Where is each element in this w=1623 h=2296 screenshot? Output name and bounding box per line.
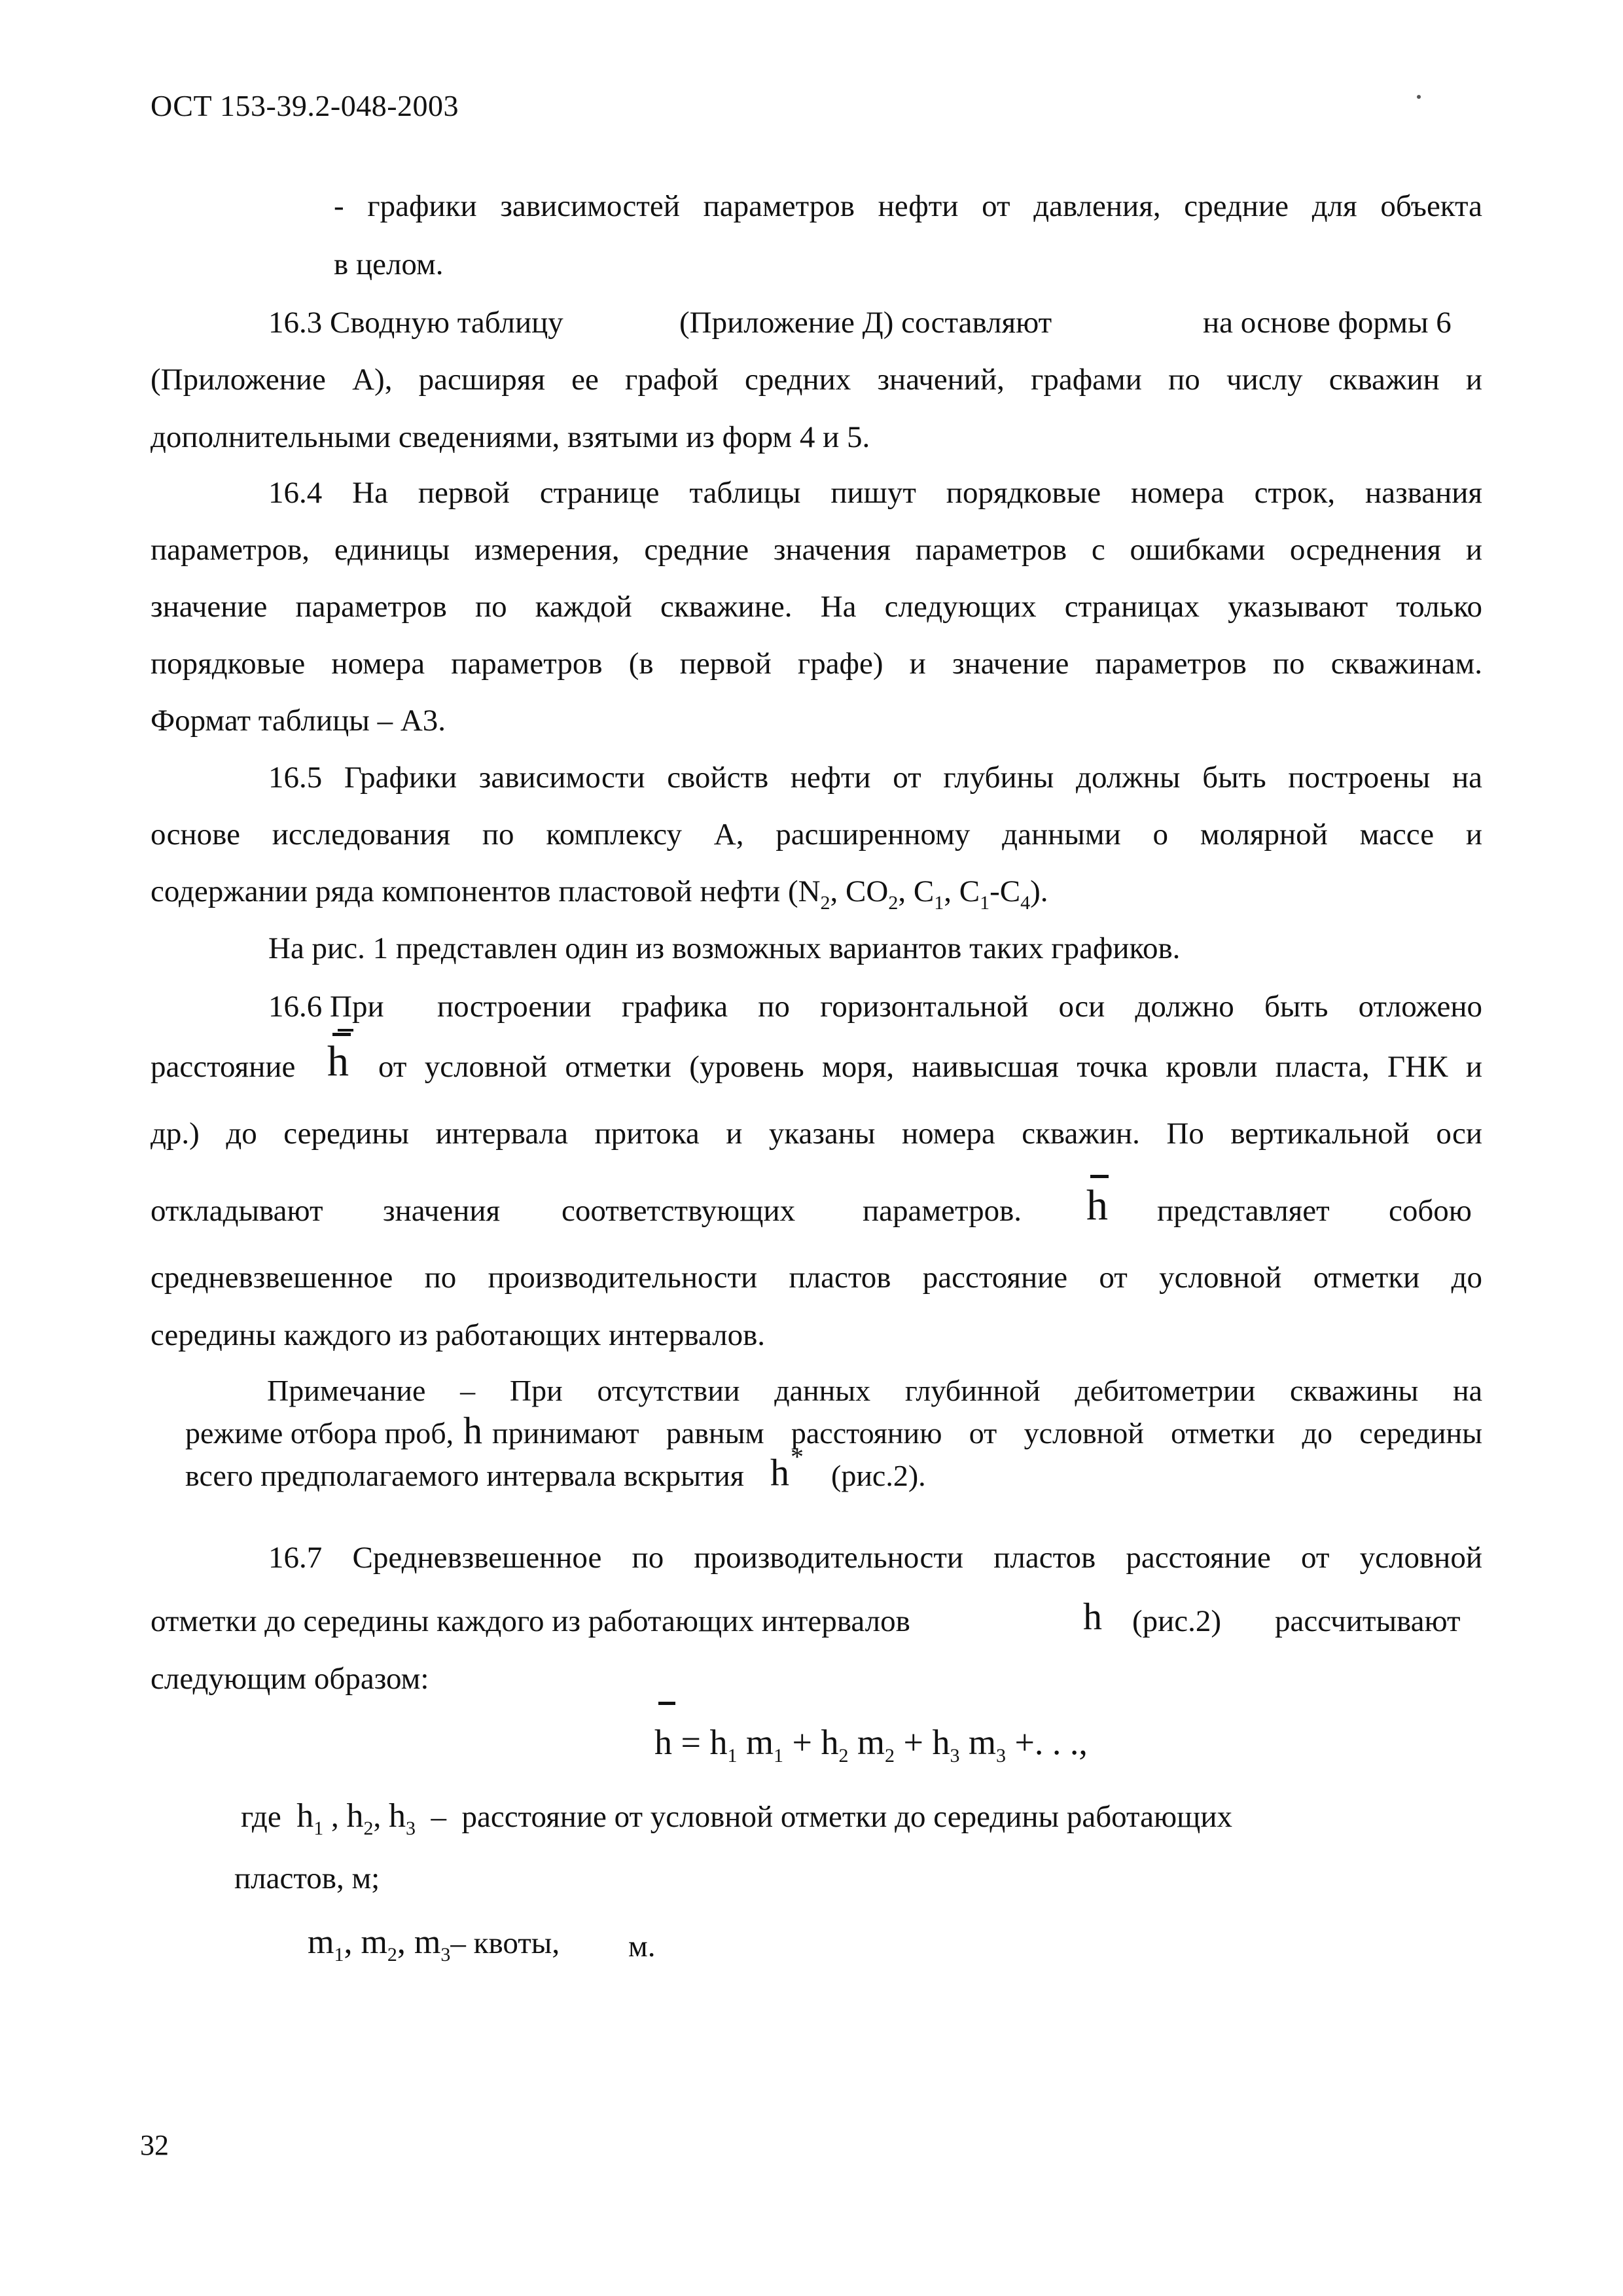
where-m1: m xyxy=(308,1924,334,1961)
where-word: где xyxy=(241,1800,281,1834)
scan-speck xyxy=(1417,95,1421,99)
document-code-header: ОСТ 153-39.2-048-2003 xyxy=(151,89,459,122)
note-line2-b: принимают равным расстоянию от условной отметки до середины xyxy=(492,1416,1482,1450)
figure-reference-line: На рис. 1 представлен один из возможных вариантов таких графиков. xyxy=(268,931,1181,965)
underscore-mark xyxy=(338,1029,353,1031)
note-line3-a: всего предполагаемого интервала вскрытия xyxy=(185,1459,744,1492)
n-subscript: 2 xyxy=(820,892,830,914)
where-unit: м. xyxy=(628,1929,656,1964)
p166-line5: средневзвешенное по производительности пластов расстояние от условной отметки до xyxy=(151,1261,1482,1295)
where-h2: h xyxy=(346,1797,364,1835)
formula-m3: m xyxy=(968,1723,996,1762)
where-m2: m xyxy=(361,1924,387,1961)
p164-line5: Формат таблицы – А3. xyxy=(151,704,446,738)
formula-m1: m xyxy=(745,1723,774,1762)
p166-line4-a: откладывают xyxy=(151,1194,323,1228)
where-m3-sub: 3 xyxy=(440,1944,451,1965)
formula-m3-sub: 3 xyxy=(995,1745,1006,1767)
p163-line1-a: 16.3 Сводную таблицу xyxy=(268,306,563,340)
where-dash: – xyxy=(431,1800,446,1834)
formula-h1: h xyxy=(709,1723,728,1762)
formula-h1-sub: 1 xyxy=(727,1745,738,1767)
where-h3-sub: 3 xyxy=(405,1818,416,1839)
p164-line1: 16.4 На первой странице таблицы пишут порядковые номера строк, названия xyxy=(268,476,1482,510)
h-symbol: h xyxy=(327,1037,349,1085)
p166-line3: др.) до середины интервала притока и указаны номера скважин. По вертикальной оси xyxy=(151,1117,1482,1151)
formula-m2-sub: 2 xyxy=(884,1745,895,1767)
formula-h2-sub: 2 xyxy=(838,1745,849,1767)
cc-subscript-4: 4 xyxy=(1020,892,1031,914)
p165-line3 xyxy=(151,872,1048,915)
p163-line1-b: (Приложение Д) составляют xyxy=(679,306,1052,340)
cc-subscript-1: 1 xyxy=(980,892,990,914)
p166-line4-f: собою xyxy=(1389,1194,1472,1228)
formula-h-overbar xyxy=(658,1702,675,1705)
weighted-average-formula xyxy=(654,1723,1088,1768)
formula-m2: m xyxy=(857,1723,885,1762)
p163-line3: дополнительными сведениями, взятыми из форм 4 и 5. xyxy=(151,420,870,454)
where-line-1: где $h_1$ , $h_2$, $h_3$ – расстояние от условной отметки до середины работающих xyxy=(241,1797,1232,1839)
where-m2-sub: 2 xyxy=(387,1944,397,1965)
bullet-line-1: - графики зависимостей параметров нефти от давления, средние для объекта xyxy=(334,189,1482,223)
h-symbol-note: h xyxy=(463,1409,482,1452)
where-quotas: – квоты, xyxy=(450,1926,560,1960)
bullet-line-2: в целом. xyxy=(334,247,444,281)
formula-equals: = xyxy=(672,1723,710,1762)
where-h2-sub: 2 xyxy=(363,1818,374,1839)
where-line-2: пластов, м; xyxy=(234,1861,380,1895)
where-line-3: $m_1$, $m_2$, $m_3-$ квоты, xyxy=(308,1924,560,1965)
p165-line1: 16.5 Графики зависимости свойств нефти от глубины должны быть построены на xyxy=(268,761,1482,795)
co-subscript: 2 xyxy=(888,892,899,914)
p167-line2-a: отметки до середины каждого из работающих интервалов xyxy=(151,1604,910,1638)
cc-text: , C xyxy=(944,874,980,908)
formula-h3-sub: 3 xyxy=(950,1745,960,1767)
h-overbar-2 xyxy=(1090,1175,1109,1178)
formula-plus-1: + xyxy=(783,1723,821,1762)
p166-number: 16.6 При xyxy=(268,990,384,1024)
h-overbar xyxy=(332,1033,351,1036)
note-line3-b: (рис.2). xyxy=(831,1459,926,1492)
star-superscript: * xyxy=(791,1442,804,1471)
h-star-symbol: h xyxy=(770,1451,789,1494)
formula-m1-sub: 1 xyxy=(773,1745,783,1767)
p166-line4-d: параметров. xyxy=(863,1194,1022,1228)
where-m3: m xyxy=(414,1924,441,1961)
formula-h-bar: h xyxy=(654,1723,672,1762)
page-number: 32 xyxy=(140,2129,169,2161)
p167-line1: 16.7 Средневзвешенное по производительности пластов расстояние от условной xyxy=(268,1541,1482,1575)
p166-line4-b: значения xyxy=(383,1194,501,1228)
p166-line4-e: представляет xyxy=(1157,1194,1330,1228)
p166-line4-c: соответствующих xyxy=(562,1194,796,1228)
formula-tail: +. . ., xyxy=(1005,1723,1088,1762)
where-comma-1: , xyxy=(323,1800,347,1834)
p166-line2-a: расстояние xyxy=(151,1050,296,1084)
formula-h2: h xyxy=(821,1723,839,1762)
p167-line2-c: рассчитывают xyxy=(1275,1604,1461,1638)
where-definition: расстояние от условной отметки до середины работающих xyxy=(461,1800,1232,1834)
p164-line3: значение параметров по каждой скважине. На следующих страницах указывают только xyxy=(151,590,1482,624)
p163-line2: (Приложение А), расширяя ее графой средних значений, графами по числу скважин и xyxy=(151,363,1482,397)
p165-line3-text: содержании ряда компонентов пластовой нефти (N xyxy=(151,874,821,908)
where-h3: h xyxy=(388,1797,406,1835)
p167-line3: следующим образом: xyxy=(151,1662,429,1696)
formula-h3: h xyxy=(932,1723,950,1762)
formula-plus-2: + xyxy=(894,1723,933,1762)
p166-line6: середины каждого из работающих интервалов. xyxy=(151,1318,766,1352)
p166-line1-b: построении графика по горизонтальной оси должно быть отложено xyxy=(437,990,1482,1024)
c-subscript: 1 xyxy=(934,892,944,914)
c-text: , C xyxy=(898,874,935,908)
p165-line2: основе исследования по комплексу А, расширенному данными о молярной массе и xyxy=(151,817,1482,852)
cc-dash-text: -C xyxy=(990,874,1021,908)
note-line1: Примечание – При отсутствии данных глубинной дебитометрии скважины на xyxy=(267,1374,1482,1407)
p165-line3-end: ). xyxy=(1030,874,1048,908)
h-symbol-2: h xyxy=(1086,1181,1108,1229)
p166-line2-b: от условной отметки (уровень моря, наивысшая точка кровли пласта, ГНК и xyxy=(378,1050,1482,1084)
p164-line2: параметров, единицы измерения, средние значения параметров с ошибками осреднения и xyxy=(151,533,1482,567)
p163-line1-c: на основе формы 6 xyxy=(1203,306,1452,340)
where-m1-sub: 1 xyxy=(334,1944,344,1965)
note-line2-a: режиме отбора проб, xyxy=(185,1416,454,1450)
p166-line1-a xyxy=(268,987,384,1026)
where-h1: h xyxy=(296,1797,314,1835)
where-h1-sub: 1 xyxy=(313,1818,324,1839)
p164-line4: порядковые номера параметров (в первой графе) и значение параметров по скважинам. xyxy=(151,647,1482,681)
co-text: , CO xyxy=(830,874,889,908)
h-symbol-3: h xyxy=(1083,1595,1102,1638)
p167-line2-b: (рис.2) xyxy=(1132,1604,1222,1638)
